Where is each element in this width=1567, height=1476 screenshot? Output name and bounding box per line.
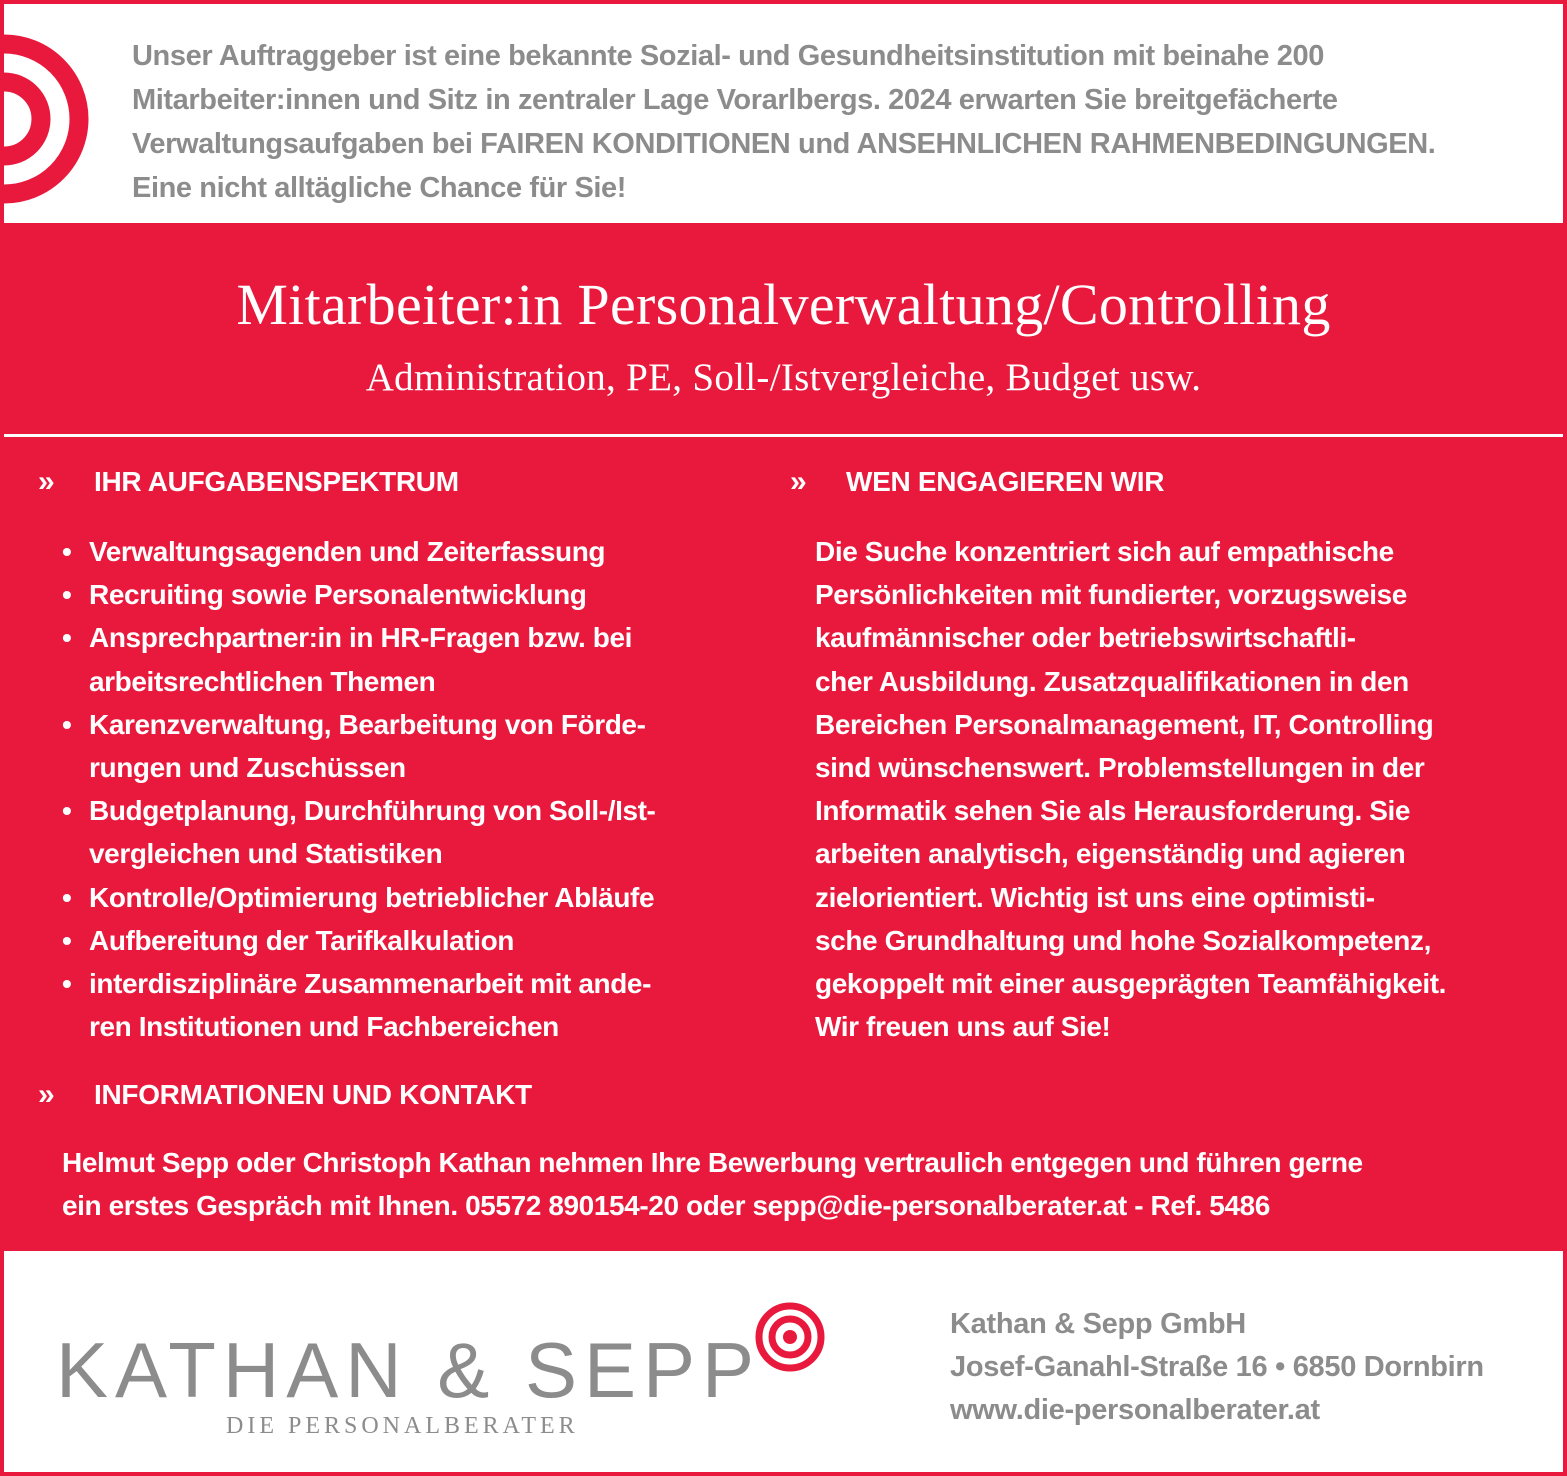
contact-paragraph xyxy=(62,1141,1542,1227)
bullet-icon: • xyxy=(62,968,72,1000)
bullet-icon: • xyxy=(62,795,72,827)
profile-line: gekoppelt mit einer ausgeprägten Teamfähigkeit. xyxy=(815,968,1447,1000)
contact-heading-label: INFORMATIONEN UND KONTAKT xyxy=(94,1079,532,1110)
profile-line: arbeiten analytisch, eigenständig und agieren xyxy=(815,838,1406,870)
company-logo xyxy=(56,1301,856,1451)
bullet-icon: • xyxy=(62,579,72,611)
chevron-right-icon: » xyxy=(790,465,807,498)
list-item-text: Ansprechpartner:in in HR-Fragen bzw. bei xyxy=(89,622,633,654)
profile-line: Die Suche konzentriert sich auf empathische xyxy=(815,536,1394,567)
company-street: Josef-Ganahl-Straße 16 • 6850 Dornbirn xyxy=(950,1351,1484,1383)
list-item xyxy=(62,962,762,1048)
profile-line: Informatik sehen Sie als Herausforderung. Sie xyxy=(815,795,1411,827)
profile-line: zielorientiert. Wichtig ist uns eine optimisti- xyxy=(815,881,1375,913)
list-item-text: arbeitsrechtlichen Themen xyxy=(89,665,436,697)
tasks-list xyxy=(62,530,762,1048)
logo-tagline: DIE PERSONALBERATER xyxy=(226,1413,579,1439)
footer xyxy=(4,1251,1563,1476)
profile-line: Bereichen Personalmanagement, IT, Controlling xyxy=(815,708,1434,740)
tasks-heading xyxy=(38,465,459,499)
list-item xyxy=(62,703,762,789)
list-item-text: Kontrolle/Optimierung betrieblicher Abläufe xyxy=(89,881,655,913)
list-item xyxy=(62,616,762,702)
list-item-text: Aufbereitung der Tarifkalkulation xyxy=(89,924,514,956)
main-section xyxy=(4,223,1563,1251)
profile-line: cher Ausbildung. Zusatzqualifikationen in den xyxy=(815,665,1409,697)
intro-section xyxy=(4,4,1563,223)
intro-line: Unser Auftraggeber ist eine bekannte Sozial- und Gesundheitsinstitution mit beinahe 200 xyxy=(132,40,1324,72)
intro-line: Mitarbeiter:innen und Sitz in zentraler Lage Vorarlbergs. 2024 erwarten Sie breitgefächerte xyxy=(132,84,1338,116)
logo-wordmark: KATHAN & SEPP xyxy=(56,1326,762,1414)
list-item xyxy=(62,876,762,919)
profile-heading-label: WEN ENGAGIEREN WIR xyxy=(846,466,1165,497)
bullet-icon: • xyxy=(62,536,72,567)
list-item-text: Recruiting sowie Personalentwicklung xyxy=(89,579,587,611)
list-item-text: Budgetplanung, Durchführung von Soll-/Ist- xyxy=(89,795,656,827)
bullet-icon: • xyxy=(62,708,72,740)
target-icon xyxy=(754,1301,826,1373)
list-item-text: Verwaltungsagenden und Zeiterfassung xyxy=(89,536,606,567)
list-item-text: rungen und Zuschüssen xyxy=(89,752,406,784)
list-item xyxy=(62,530,762,573)
company-website-link[interactable]: www.die-personalberater.at xyxy=(950,1394,1320,1426)
list-item-text: ren Institutionen und Fachbereichen xyxy=(89,1011,559,1043)
profile-line: sche Grundhaltung und hohe Sozialkompetenz, xyxy=(815,924,1431,956)
company-name: Kathan & Sepp GmbH xyxy=(950,1308,1246,1340)
list-item-text: Karenzverwaltung, Bearbeitung von Förde- xyxy=(89,708,646,740)
list-item xyxy=(62,789,762,875)
contact-line: ein erstes Gespräch mit Ihnen. 05572 890154-20 oder sepp@die-personalberater.at - Ref. 5486 xyxy=(62,1190,1270,1222)
job-subtitle: Administration, PE, Soll-/Istvergleiche, Budget usw. xyxy=(365,356,1202,399)
profile-line: Persönlichkeiten mit fundierter, vorzugsweise xyxy=(815,579,1407,611)
target-arcs-icon xyxy=(4,24,100,214)
contact-line: Helmut Sepp oder Christoph Kathan nehmen Ihre Bewerbung vertraulich entgegen und führen gerne xyxy=(62,1147,1363,1178)
profile-line: sind wünschenswert. Problemstellungen in der xyxy=(815,752,1425,784)
list-item-text: interdisziplinäre Zusammenarbeit mit ande- xyxy=(89,968,651,1000)
company-address xyxy=(950,1303,1484,1432)
chevron-right-icon: » xyxy=(38,1078,55,1111)
bullet-icon: • xyxy=(62,881,72,913)
profile-paragraph xyxy=(815,530,1535,1048)
bullet-icon: • xyxy=(62,924,72,956)
tasks-heading-label: IHR AUFGABENSPEKTRUM xyxy=(94,466,459,497)
list-item xyxy=(62,573,762,616)
divider xyxy=(4,434,1563,437)
profile-heading xyxy=(790,465,1164,499)
intro-line: Eine nicht alltägliche Chance für Sie! xyxy=(132,172,627,204)
list-item-text: vergleichen und Statistiken xyxy=(89,838,443,870)
list-item xyxy=(62,919,762,962)
intro-paragraph xyxy=(132,34,1532,210)
bullet-icon: • xyxy=(62,622,72,654)
profile-line: Wir freuen uns auf Sie! xyxy=(815,1011,1111,1043)
job-title: Mitarbeiter:in Personalverwaltung/Controlling xyxy=(236,272,1331,337)
chevron-right-icon: » xyxy=(38,465,55,498)
contact-heading xyxy=(38,1078,532,1112)
profile-line: kaufmännischer oder betriebswirtschaftli- xyxy=(815,622,1356,654)
intro-line: Verwaltungsaufgaben bei FAIREN KONDITIONEN und ANSEHNLICHEN RAHMENBEDINGUNGEN. xyxy=(132,128,1436,160)
